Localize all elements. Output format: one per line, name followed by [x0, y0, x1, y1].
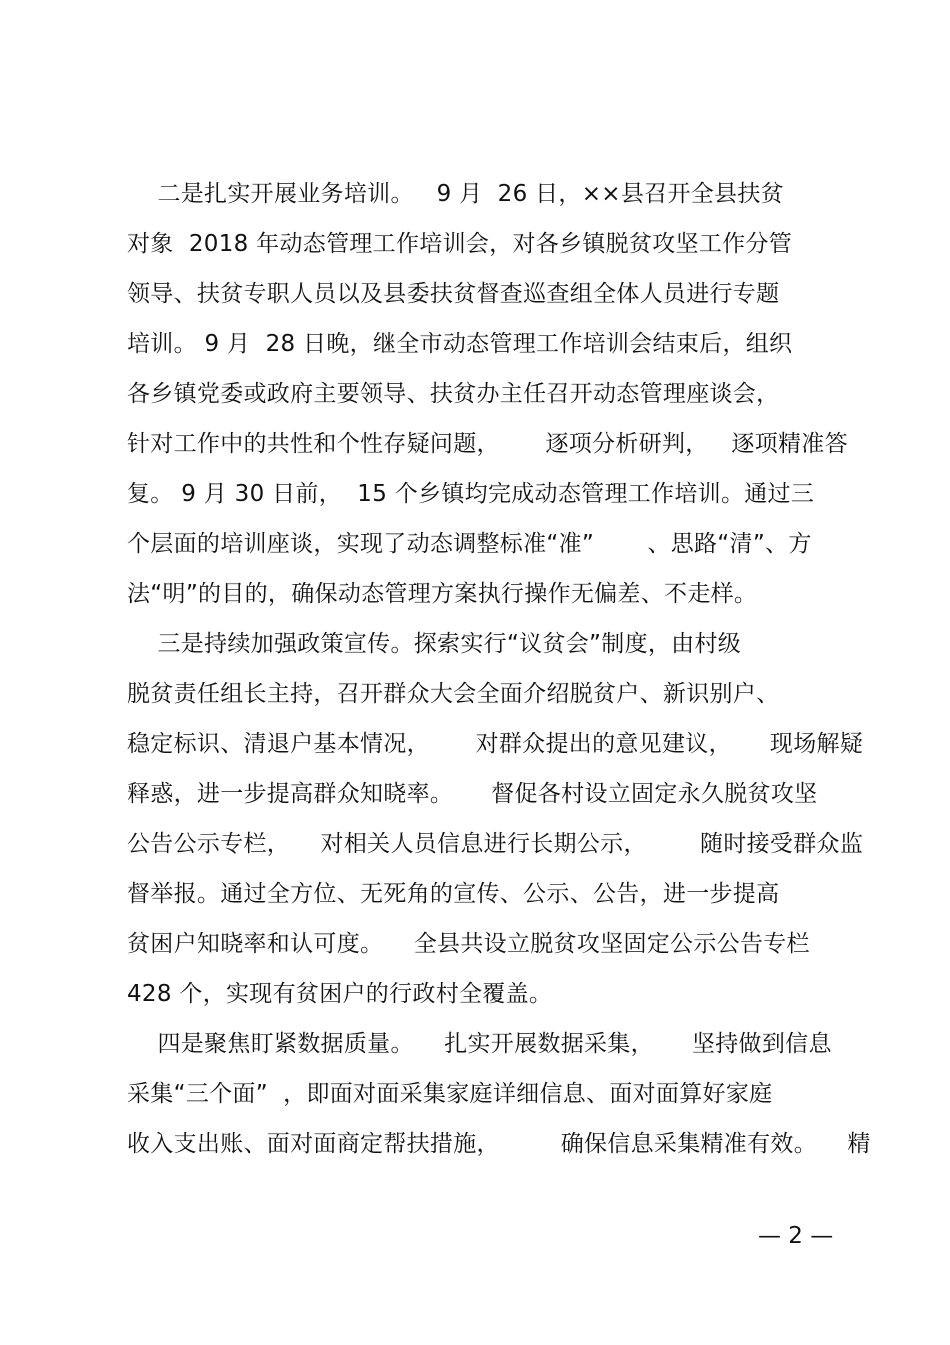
paragraph-line: 采集“三个面” ，即面对面采集家庭详细信息、面对面算好家庭 — [127, 1081, 773, 1107]
paragraph-line: 释惑，进一步提高群众知晓率。 督促各村设立固定永久脱贫攻坚 — [127, 781, 818, 807]
paragraph-line: 对象 2018 年动态管理工作培训会，对各乡镇脱贫攻坚工作分管 — [127, 231, 793, 257]
paragraph-line: 针对工作中的共性和个性存疑问题， 逐项分析研判， 逐项精准答 — [127, 431, 848, 457]
paragraph-line: 各乡镇党委或政府主要领导、扶贫办主任召开动态管理座谈会， — [127, 381, 780, 407]
paragraph-line: 二是扎实开展业务培训。 9 月 26 日，××县召开全县扶贫 — [127, 181, 784, 207]
paragraph-line: 三是持续加强政策宣传。探索实行“议贫会”制度，由村级 — [127, 631, 742, 657]
paragraph-line: 督举报。通过全方位、无死角的宣传、公示、公告，进一步提高 — [127, 881, 780, 907]
page-number: — 2 — — [758, 1223, 834, 1249]
paragraph-line: 428 个，实现有贫困户的行政村全覆盖。 — [127, 981, 553, 1007]
paragraph-line: 收入支出账、面对面商定帮扶措施， 确保信息采集精准有效。 精 — [127, 1131, 871, 1157]
paragraph-line: 贫困户知晓率和认可度。 全县共设立脱贫攻坚固定公示公告专栏 — [127, 931, 810, 957]
paragraph-line: 脱贫责任组长主持，召开群众大会全面介绍脱贫户、新识别户、 — [127, 681, 780, 707]
paragraph-line: 公告公示专栏， 对相关人员信息进行长期公示， 随时接受群众监 — [127, 831, 864, 857]
paragraph-line: 个层面的培训座谈，实现了动态调整标准“准” 、思路“清”、方 — [127, 531, 812, 557]
paragraph-line: 培训。 9 月 28 日晚，继全市动态管理工作培训会结束后，组织 — [127, 331, 793, 357]
paragraph-line: 复。 9 月 30 日前， 15 个乡镇均完成动态管理工作培训。通过三 — [127, 481, 815, 507]
paragraph-line: 法“明”的目的，确保动态管理方案执行操作无偏差、不走样。 — [127, 581, 758, 607]
paragraph-line: 四是聚焦盯紧数据质量。 扎实开展数据采集， 坚持做到信息 — [127, 1031, 832, 1057]
paragraph-line: 稳定标识、清退户基本情况， 对群众提出的意见建议， 现场解疑 — [127, 731, 864, 757]
paragraph-line: 领导、扶贫专职人员以及县委扶贫督查巡查组全体人员进行专题 — [127, 281, 780, 307]
